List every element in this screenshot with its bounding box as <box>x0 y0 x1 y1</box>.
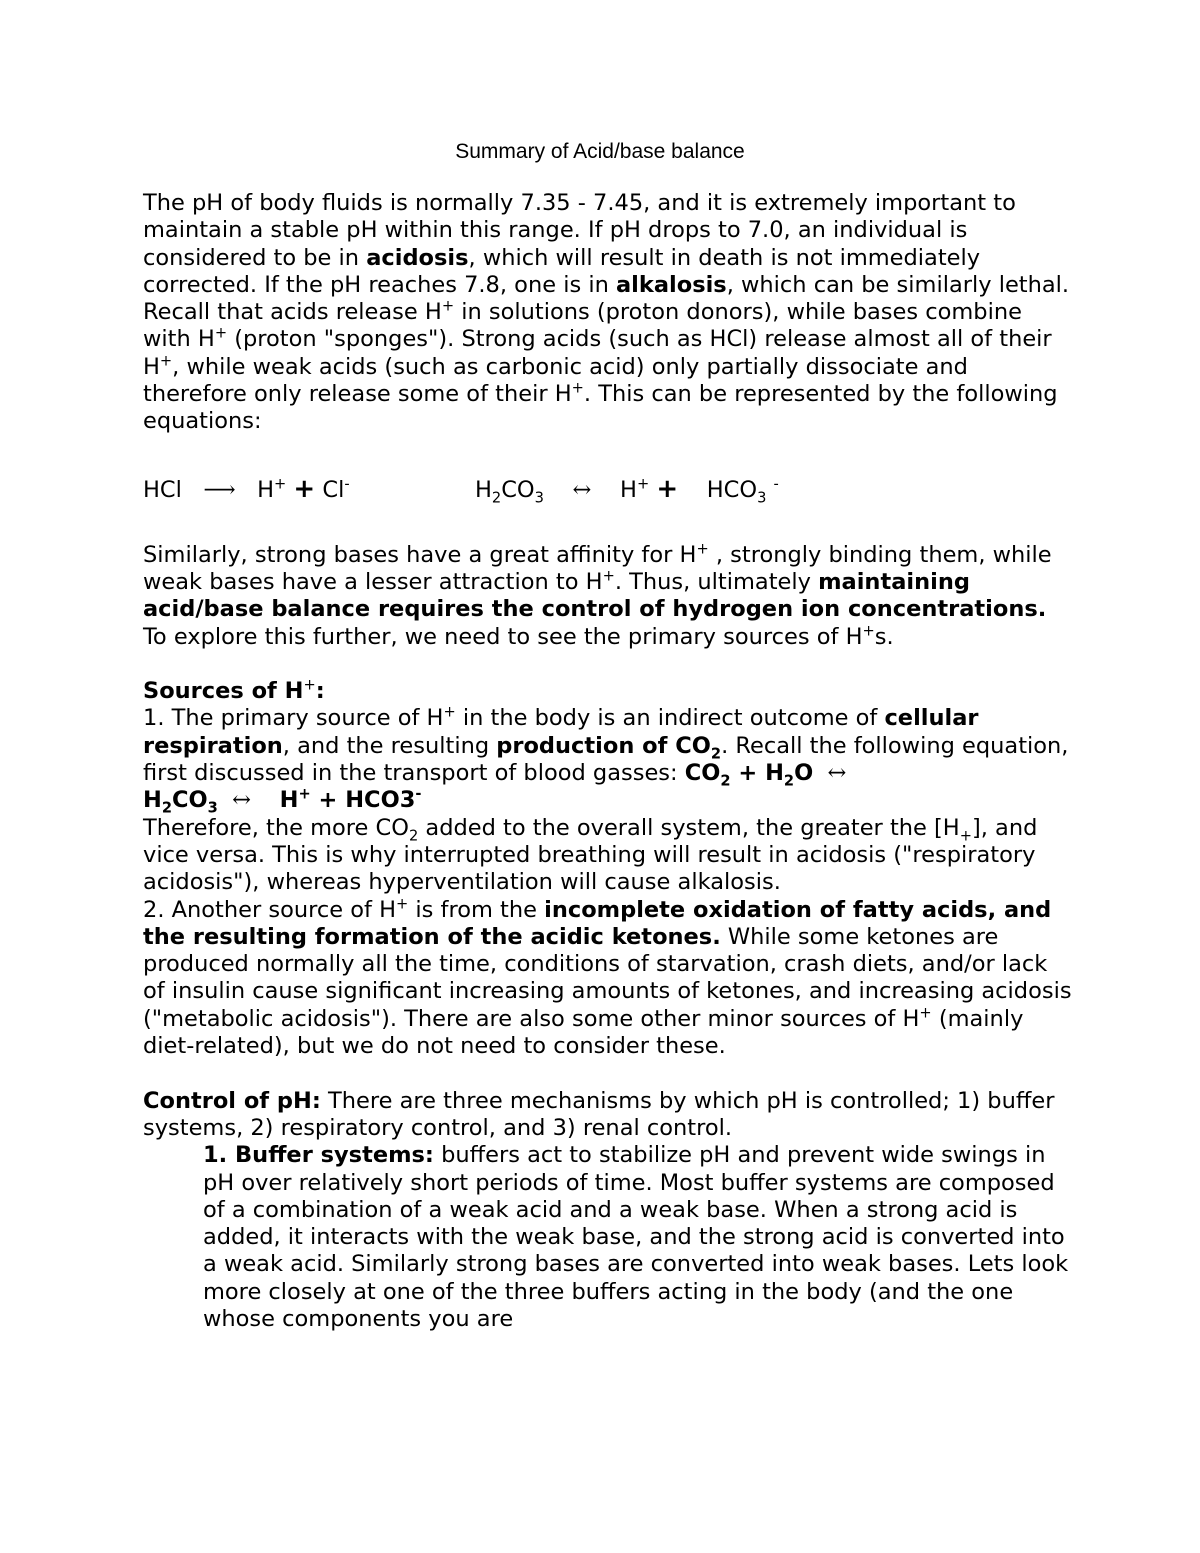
superscript-plus: + <box>274 475 287 493</box>
equations-row <box>143 473 1073 528</box>
subscript-3: 3 <box>534 489 544 507</box>
recall-paragraph <box>143 299 1073 435</box>
bases-paragraph <box>143 542 1073 651</box>
page-title: Summary of Acid/base balance <box>455 140 745 163</box>
chloride-symbol: Cl <box>322 476 345 503</box>
carbonate-symbol: CO <box>501 476 535 503</box>
control-text: There are three mechanisms by which pH is controlled; 1) buffer systems, 2) respiratory control, and 3) renal control. <box>143 1087 1055 1141</box>
recall-text: , while weak acids (such as carbonic acid) only partially dissociate and therefore only release some of their H <box>143 353 968 408</box>
superscript-plus: + <box>636 475 650 493</box>
buffer-paragraph <box>143 1142 1073 1333</box>
sources-heading <box>143 678 1073 705</box>
superscript-plus: + <box>159 352 173 370</box>
buffer-text: buffers act to stabilize pH and prevent wide swings in pH over relatively short periods of time. Most buffer systems are composed of a combination of a weak acid and a weak base. When a strong acid is added, it interacts with the weak base, and the strong acid is converted into a weak acid. Similarly strong bases are converted into weak bases. Lets look more closely at one of the three buffers acting in the body (and the one whose components you are <box>203 1142 1069 1332</box>
source-1-paragraph <box>143 705 1073 896</box>
subscript-2: 2 <box>783 772 795 790</box>
bases-text: . Thus, ultimately <box>614 568 819 595</box>
document-body <box>143 190 1073 1333</box>
carbonic-acid-formula: CO <box>172 787 208 814</box>
source-1-text: . Recall the following equation, first discussed in the transport of blood gasses: <box>143 732 1069 787</box>
intro-text: The pH of body fluids is normally 7.35 - 7.45, and it is extremely important to maintain a stable pH within this range. If pH drops to 7.0, an individual is considered to be in <box>143 190 1016 271</box>
source-2-text: is from the <box>408 896 545 923</box>
co2-production-bold: production of CO <box>496 732 711 759</box>
ketones-bold: incomplete oxidation of fatty acids, and the resulting formation of the acidic ketones. <box>143 896 1052 950</box>
superscript-plus: + <box>571 379 584 397</box>
recall-text: . This can be represented by the following equations: <box>143 381 1058 435</box>
bases-text: s. <box>874 623 894 650</box>
source-2-text: While some ketones are produced normally all the time, conditions of starvation, crash diets, and/or lack of insulin cause significant increasing amounts of ketones, and increasing acidosis ("metabolic acidosis"). There are also some other minor sources of H <box>143 923 1072 1032</box>
subscript-2: 2 <box>720 772 731 790</box>
recall-text: (proton "sponges"). Strong acids (such as HCl) release almost all of their H <box>143 326 1052 380</box>
source-2-text: 2. Another source of H <box>143 896 396 923</box>
source-1-text: , and the resulting <box>282 732 497 759</box>
hcl-equation <box>143 473 350 504</box>
control-paragraph <box>143 1088 1073 1143</box>
heading-colon: : <box>315 678 325 705</box>
bases-text: , strongly binding them, while weak bases have a lesser attraction to H <box>143 541 1052 595</box>
carbonic-acid-formula: H <box>143 787 162 814</box>
source-1-text: added to the overall system, the greater the [H <box>418 814 960 841</box>
subscript-2: 2 <box>161 799 173 817</box>
alkalosis-term: alkalosis <box>615 271 727 298</box>
superscript-plus: + <box>303 676 316 694</box>
source-1-text: 1. The primary source of H <box>143 705 444 732</box>
superscript-plus: + <box>396 895 409 913</box>
water-formula: + H <box>730 760 784 787</box>
water-formula-o: O <box>794 760 814 787</box>
right-arrow-icon: ⟶ <box>203 476 236 503</box>
double-arrow-icon: ↔ <box>827 760 847 787</box>
subscript-plus: + <box>959 827 972 845</box>
source-2-text: (mainly diet-related), but we do not need to consider these. <box>143 1005 1024 1060</box>
double-arrow-icon: ↔ <box>232 787 251 814</box>
intro-paragraph <box>143 190 1073 299</box>
source-1-text: Therefore, the more CO <box>143 814 409 841</box>
cellular-respiration-bold: cellular respiration <box>143 705 979 759</box>
bases-text: To explore this further, we need to see the primary sources of H <box>143 623 863 650</box>
co2-formula: CO <box>684 760 721 787</box>
plus-sign: + <box>656 473 679 504</box>
hydrogen-symbol: H <box>257 476 275 503</box>
key-point-bold: maintaining acid/base balance requires the control of hydrogen ion concentrations. <box>143 568 1047 623</box>
subscript-3: 3 <box>207 799 218 817</box>
recall-text: in solutions (proton donors), while bases combine with H <box>143 299 1022 353</box>
hydrogen-symbol: H <box>475 476 492 503</box>
plus-sign: + <box>293 473 316 504</box>
hydrogen-symbol: H <box>620 476 637 503</box>
intro-text: , which can be similarly lethal. <box>726 271 1070 298</box>
superscript-plus: + <box>602 567 615 585</box>
control-heading: Control of pH: <box>143 1087 321 1114</box>
subscript-2: 2 <box>710 745 722 763</box>
spacer <box>143 651 1073 678</box>
source-1-text: in the body is an indirect outcome of <box>455 705 885 732</box>
acidosis-term: acidosis <box>366 244 469 271</box>
superscript-plus: + <box>214 324 228 342</box>
source-1-text: ], and vice versa. This is why interrupted breathing will result in acidosis ("respiratory acidosis"), whereas hyperventilation will cause alkalosis. <box>143 814 1038 896</box>
carbonic-acid-equation <box>475 473 779 507</box>
superscript-plus: + <box>919 1004 932 1022</box>
recall-text: Recall that acids release H <box>143 299 442 326</box>
bicarbonate-symbol: HCO <box>706 476 758 503</box>
sources-heading-text: Sources of H <box>143 678 304 705</box>
subscript-2: 2 <box>491 489 502 507</box>
superscript-plus: + <box>443 703 456 721</box>
superscript-minus: - <box>344 475 350 493</box>
superscript-plus: + <box>696 540 709 558</box>
source-2-paragraph <box>143 897 1073 1061</box>
superscript-minus: - <box>773 475 779 493</box>
superscript-plus: + <box>862 622 875 640</box>
spacer <box>143 1060 1073 1087</box>
subscript-2: 2 <box>408 827 419 845</box>
superscript-plus: + <box>298 785 311 803</box>
hcl-formula: HCl <box>143 476 182 503</box>
bases-text: Similarly, strong bases have a great affinity for H <box>143 541 697 568</box>
superscript-minus: - <box>415 785 422 803</box>
superscript-plus: + <box>441 297 455 315</box>
subscript-3: 3 <box>757 489 767 507</box>
double-arrow-icon: ↔ <box>572 476 592 503</box>
intro-text: , which will result in death is not immediately corrected. If the pH reaches 7.8, one is in <box>143 244 981 298</box>
bicarbonate-formula: + HCO3 <box>310 787 416 814</box>
hydrogen-formula: H <box>279 787 299 814</box>
buffer-heading: 1. Buffer systems: <box>203 1142 434 1169</box>
